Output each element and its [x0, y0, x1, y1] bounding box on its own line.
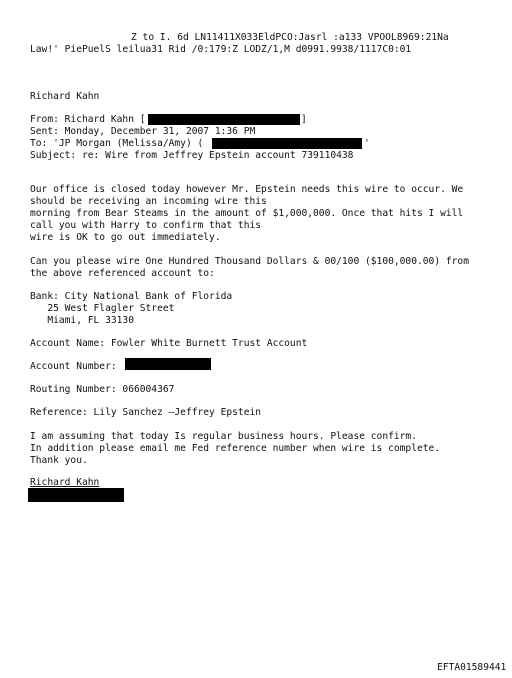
body-p3-line: Thank you. [30, 455, 88, 466]
body-p1-line: call you with Harry to confirm that this [30, 220, 262, 231]
body-p2-line: Can you please wire One Hundred Thousand Dollars & 00/100 ($100,000.00) from [30, 256, 469, 267]
body-p1-line: Our office is closed today however Mr. Epstein needs this wire to occur. We [30, 184, 464, 195]
body-p3-line: In addition please email me Fed reference number when wire is complete. [30, 443, 441, 454]
email-to-label: To: 'JP Morgan (Melissa/Amy) ( [30, 138, 204, 149]
bank-name: Bank: City National Bank of Florida [30, 291, 233, 302]
bank-street: 25 West Flagler Street [30, 303, 175, 314]
email-sent: Sent: Monday, December 31, 2007 1:36 PM [30, 126, 256, 137]
redaction-signature [28, 488, 124, 502]
routing-number: Routing Number: 066004367 [30, 384, 175, 395]
email-to-close: ' [364, 138, 370, 149]
sender-name: Richard Kahn [30, 91, 100, 102]
body-p1-line: wire is OK to go out immediately. [30, 232, 221, 243]
body-p1-line: should be receiving an incoming wire this [30, 196, 267, 207]
document-id: EFTA01589441 [437, 662, 507, 673]
body-p1-line: morning from Bear Steams in the amount of $1,000,000. Once that hits I will [30, 208, 464, 219]
redaction-from-email [148, 114, 300, 125]
fax-header-line-1: Z to I. 6d LN11411X033EldPCO:Jasrl :a133 VPOOL8969:21Na [131, 32, 449, 43]
wire-reference: Reference: Lily Sanchez –Jeffrey Epstein [30, 407, 262, 418]
email-subject: Subject: re: Wire from Jeffrey Epstein account 739110438 [30, 150, 354, 161]
redaction-account-number [125, 358, 211, 370]
email-from-label: From: Richard Kahn [ [30, 114, 146, 125]
account-number-label: Account Number: [30, 361, 117, 372]
body-p2-line: the above referenced account to: [30, 268, 215, 279]
body-p3-line: I am assuming that today Is regular business hours. Please confirm. [30, 431, 417, 442]
account-name: Account Name: Fowler White Burnett Trust Account [30, 338, 308, 349]
redaction-to-email [212, 138, 362, 149]
bank-city: Miami, FL 33130 [30, 315, 134, 326]
email-from-close: ] [301, 114, 307, 125]
fax-header-line-2: Law!' PiePuelS leilua31 Rid /0:179:Z LODZ/1,M d0991.9938/1117C0:01 [30, 44, 412, 55]
signature-name: Richard Kahn [30, 477, 100, 488]
